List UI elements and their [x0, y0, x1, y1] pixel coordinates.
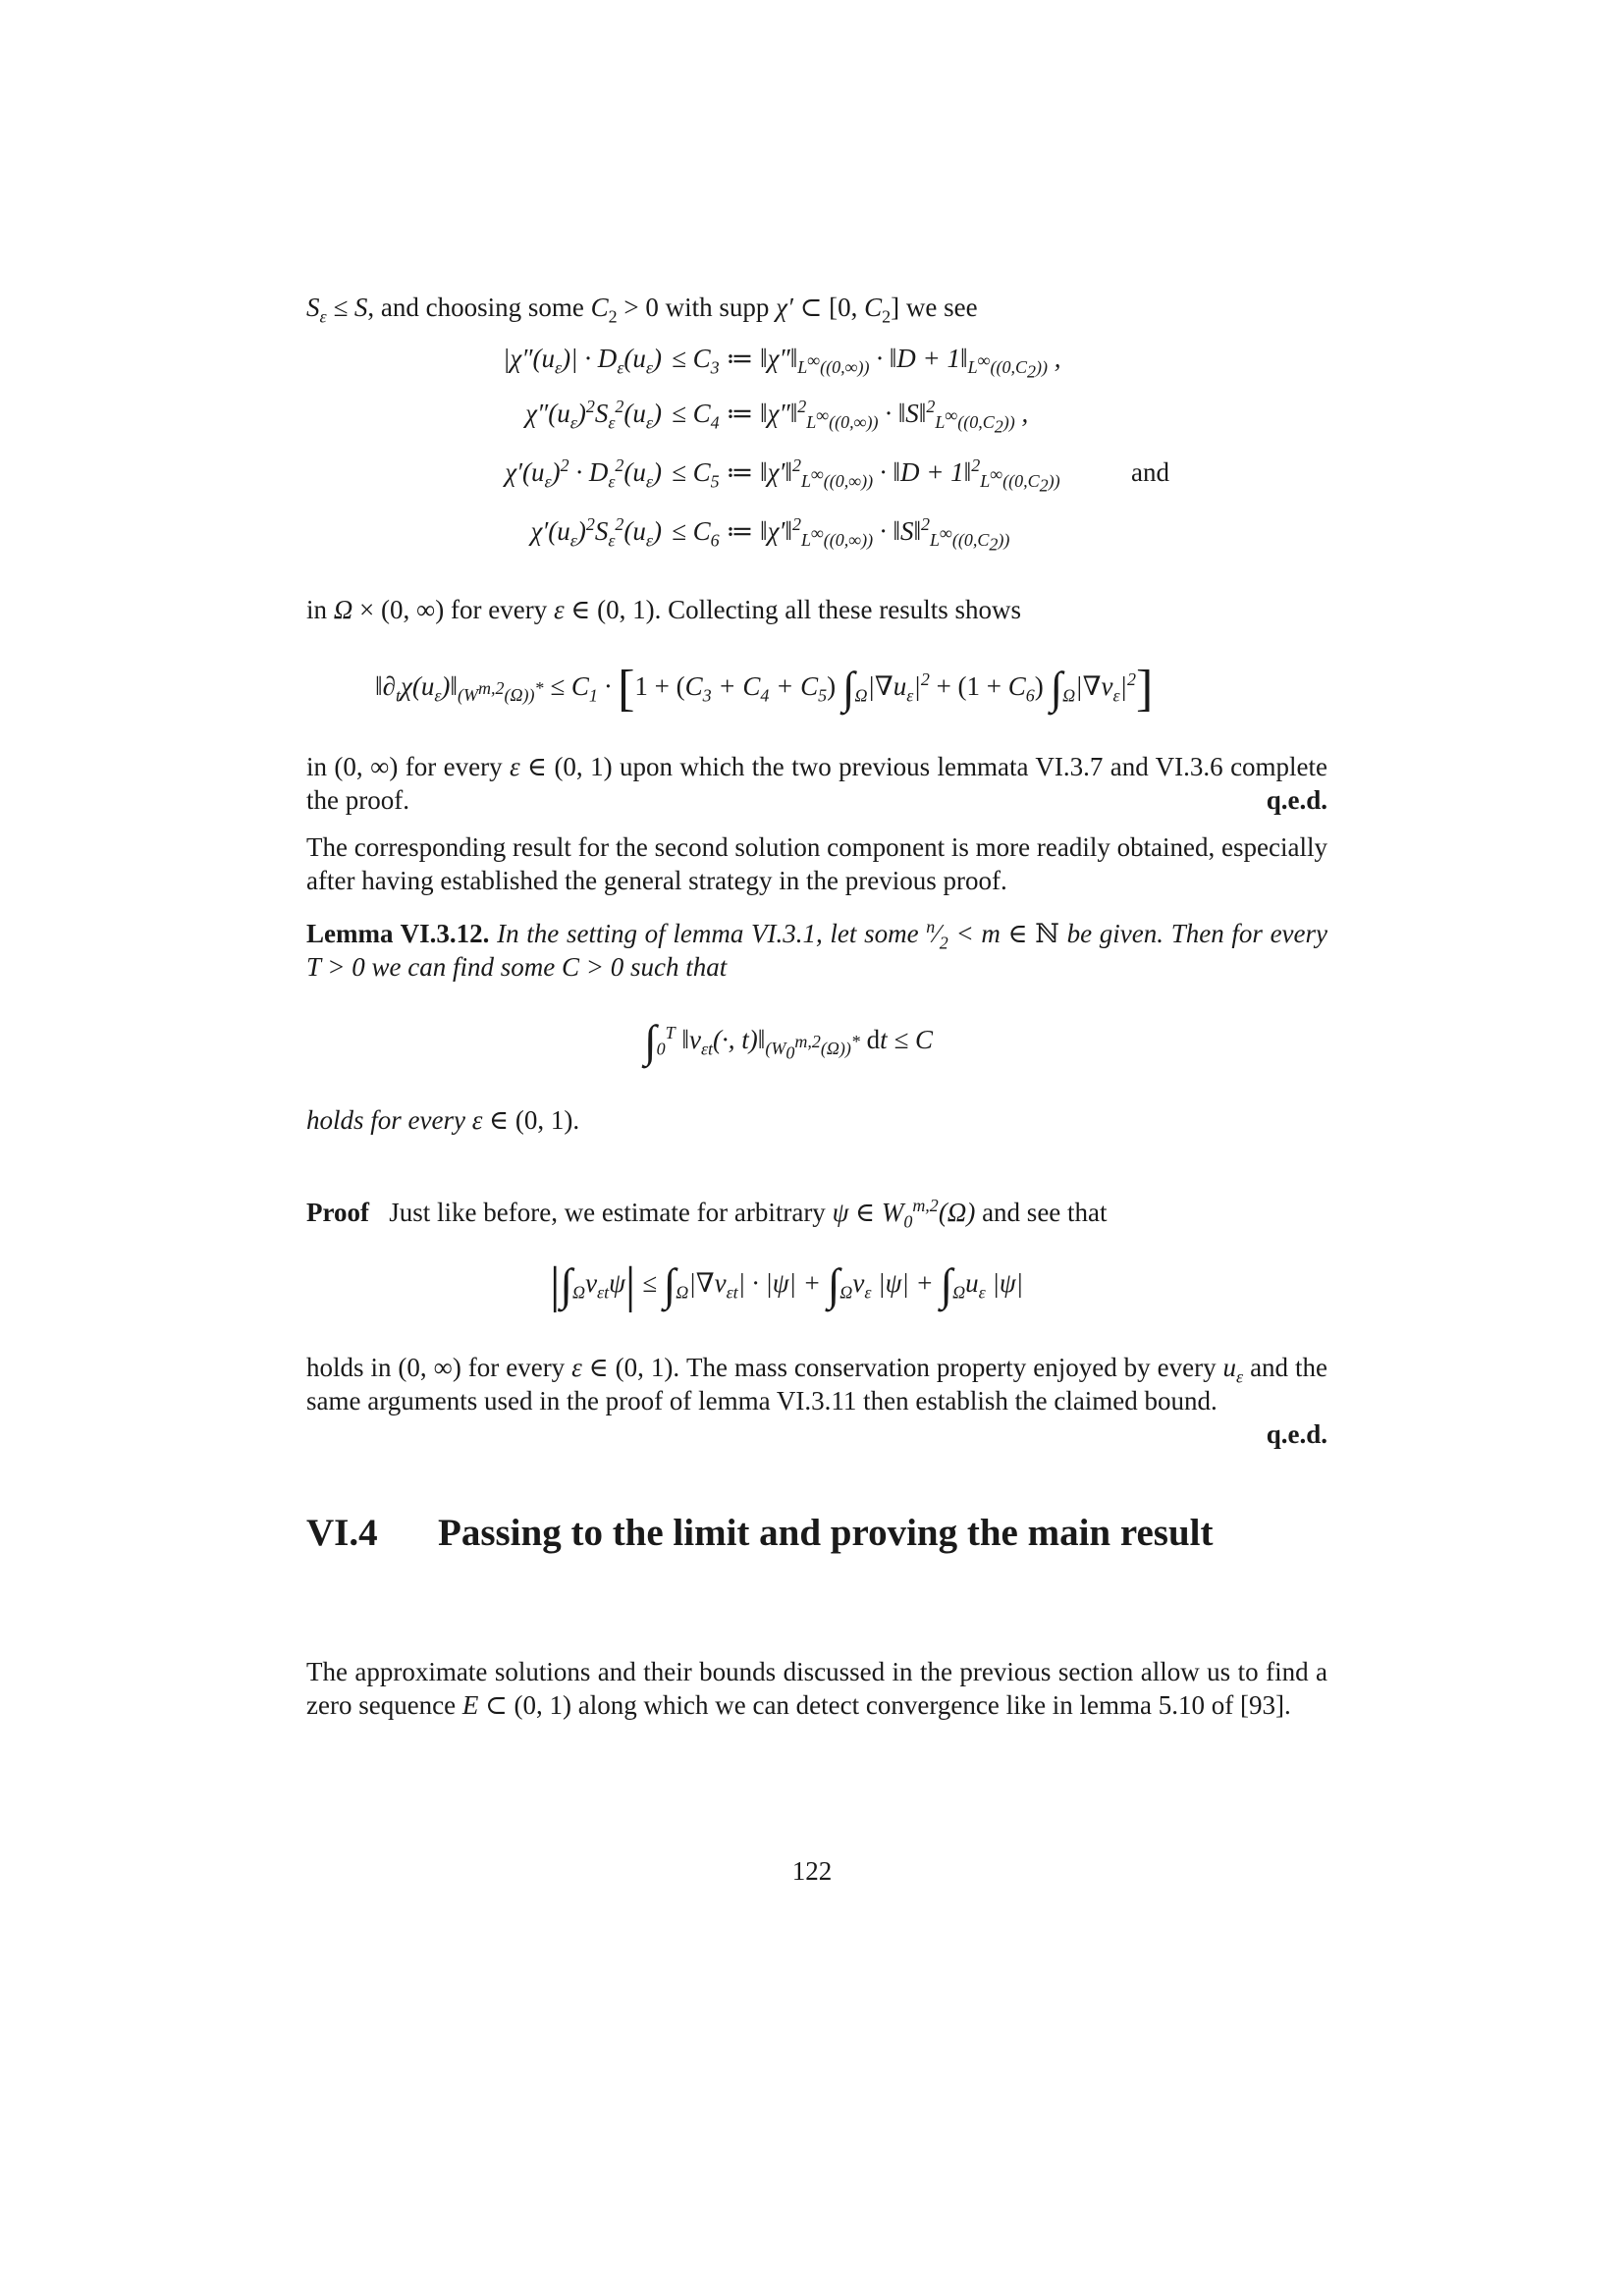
lemma-label: Lemma VI.3.12.	[306, 919, 490, 948]
proof-label: Proof	[306, 1198, 369, 1227]
intro-text: , and choosing some	[367, 293, 584, 322]
proof-start: Proof Just like before, we estimate for arbitrary ψ ∈ $W_0^{m,2}(\Omega)$ and see that	[306, 1196, 1108, 1232]
intro-line: $S_\varepsilon \le S$, and choosing some $C_2 > 0$ with supp χ′ ⊂ [0, $C_2$] we see	[306, 293, 978, 327]
and-word: and	[1131, 457, 1169, 487]
paragraph-second-component: The corresponding result for the second solution component is more readily obtained, especially after having established the general strategy in the previous proof.	[306, 832, 1327, 895]
section-title: Passing to the limit and proving the main result	[438, 1512, 1214, 1554]
intro-text2: with supp	[665, 293, 770, 322]
lemma-tail: holds for every ε ∈ (0, 1).	[306, 1105, 580, 1135]
intro-text3: we see	[905, 293, 978, 322]
lemma-statement: Lemma VI.3.12. In the setting of lemma VI.3.1, let some $^n⁄_2 < m$ ∈ ℕ be given. Then for every T > 0 we can find some C > 0 such that	[306, 917, 1328, 982]
paragraph-collecting: in Ω × (0, ∞) for every ε ∈ (0, 1). Collecting all these results shows	[306, 595, 1022, 624]
equation-time-derivative-bound: $‖\partial_t\chi(u_\varepsilon)‖_{(W^{m,2}(\Omega))^*} \le C_1 \cdot [1 + (C_3 + C_4 + C_5) \int_\Omega|\nabla u_\varepsilon|^2 + (1 + C_6)$ $\int_\Omega|\nabla v_\varepsilon|^2$]	[375, 661, 1154, 717]
section-heading	[306, 1508, 1327, 1610]
section-number: VI.4	[306, 1512, 378, 1554]
paragraph-complete-proof: in (0, ∞) for every ε ∈ (0, 1) upon which the two previous lemmata VI.3.7 and VI.3.6 complete the proof. q.e.d.	[306, 752, 1328, 815]
qed-mark: q.e.d.	[1266, 785, 1327, 815]
equation-lemma-bound: $\int_0^T$ $‖v_{\varepsilon t}(\cdot$, $t)‖_{(W_0^{m,2}(\Omega))^*}$ dt ≤ C	[644, 1016, 933, 1066]
page-number: 122	[791, 1856, 833, 1886]
equation-block-constants: $|\chi''(u_\varepsilon)| \cdot D_\varepsilon(u_\varepsilon)$ ≤ $C_3$ ≔ $‖\chi''‖_{L^\infty((0,\infty))}$ · ‖D + $1‖_{L^\infty((0,C_2))}$ , $\chi''(u_\varepsilon)^2S_\varepsilon^2(u_\varepsilon)$ ≤ $C_4$ ≔ ‖χ″‖$^2_{L^\infty((0,\infty))}$ · ‖S‖$^2_{L^\infty((0,C_2))}$ , $\chi'(u_\varepsilon)^2 \cdot D_\varepsilon^2(u_\varepsilon)$ ≤ $C_5$ ≔ ‖χ′‖$^2_{L^\infty((0,\infty))}$ · ‖D + 1‖$^2_{L^\infty((0,C_2))}$ and $\chi'(u_\varepsilon)^2S_\varepsilon^2(u_\varepsilon)$ ≤ $C_6$ ≔ ‖χ′‖$^2_{L^\infty((0,\infty))}$ · ‖S‖$^2_{L^\infty((0,C_2))}$	[503, 344, 1169, 555]
paragraph-approximate-solutions: The approximate solutions and their bounds discussed in the previous section allow us to find a zero sequence E ⊂ (0, 1) along which we can detect convergence like in lemma 5.10 of [93].	[306, 1657, 1327, 1720]
equation-proof-estimate: $|\int_\Omega v_{\varepsilon t}\psi| \le \int_\Omega|\nabla v_{\varepsilon t}| \cdot |\psi| + \int_\Omega v_\varepsilon$ $|\psi| + \int_\Omega u_\varepsilon$ |ψ|	[550, 1257, 1024, 1313]
qed-mark: q.e.d.	[1266, 1419, 1327, 1449]
paragraph-mass-conservation: holds in (0, ∞) for every ε ∈ (0, 1). The mass conservation property enjoyed by every $u_\varepsilon$ and the same arguments used in the proof of lemma VI.3.11 then establish the claimed bound. q.e.d.	[306, 1353, 1327, 1449]
